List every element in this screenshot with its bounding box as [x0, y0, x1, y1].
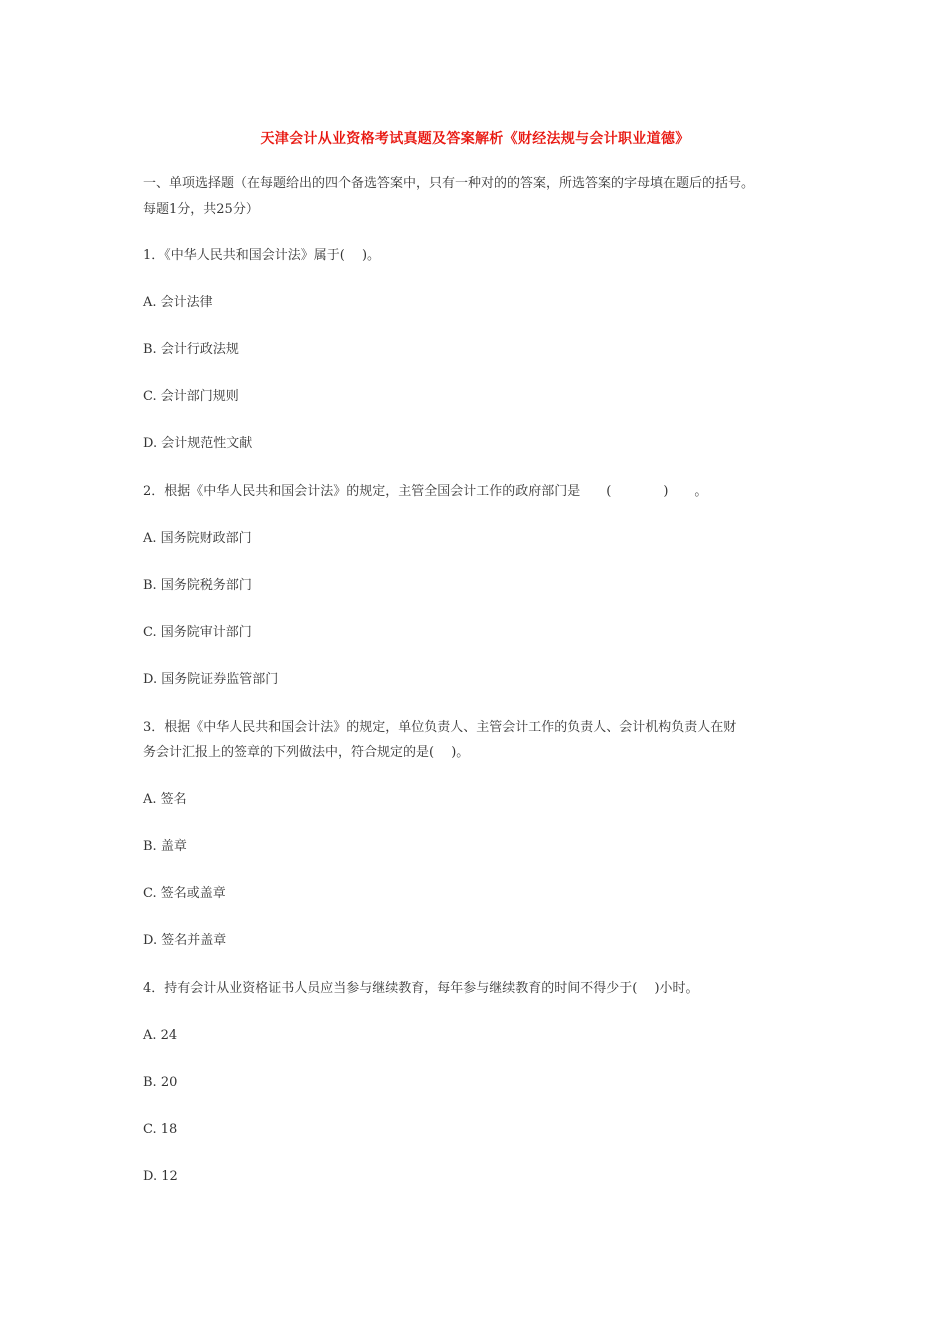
- question-3-text-line-2: 务会计汇报上的签章的下列做法中，符合规定的是( )。: [143, 745, 470, 760]
- question-1-option-d: D. 会计规范性文献: [143, 436, 253, 451]
- document-title: 天津会计从业资格考试真题及答案解析《财经法规与会计职业道德》: [260, 131, 690, 147]
- question-3-option-c: C. 签名或盖章: [143, 886, 226, 901]
- question-1-option-c: C. 会计部门规则: [143, 389, 239, 404]
- question-3-option-b: B. 盖章: [143, 839, 187, 854]
- question-2-option-b: B. 国务院税务部门: [143, 578, 252, 593]
- question-2-text: 2．根据《中华人民共和国会计法》的规定，主管全国会计工作的政府部门是 ( ) 。: [143, 484, 708, 499]
- section-heading-line-1: 一、单项选择题（在每题给出的四个备选答案中，只有一种对的的答案，所选答案的字母填在题后的括号。: [143, 176, 755, 191]
- question-2-option-c: C. 国务院审计部门: [143, 625, 252, 640]
- question-1-option-b: B. 会计行政法规: [143, 342, 239, 357]
- question-4-option-b: B. 20: [143, 1075, 178, 1090]
- question-3-option-d: D. 签名并盖章: [143, 933, 227, 948]
- question-3-option-a: A. 签名: [143, 792, 187, 807]
- question-2-option-a: A. 国务院财政部门: [143, 531, 252, 546]
- question-4-option-c: C. 18: [143, 1122, 178, 1137]
- question-1-option-a: A. 会计法律: [143, 295, 213, 310]
- question-2-option-d: D. 国务院证券监管部门: [143, 672, 279, 687]
- question-3-text-line-1: 3．根据《中华人民共和国会计法》的规定，单位负责人、主管会计工作的负责人、会计机构负责人在财: [143, 720, 737, 735]
- question-4-option-d: D. 12: [143, 1169, 178, 1184]
- question-1-text: 1．《中华人民共和国会计法》属于( )。: [143, 248, 381, 263]
- question-4-text: 4．持有会计从业资格证书人员应当参与继续教育，每年参与继续教育的时间不得少于( )小时。: [143, 981, 699, 996]
- section-heading-line-2: 每题1分，共25分）: [143, 202, 259, 217]
- question-4-option-a: A. 24: [143, 1028, 178, 1043]
